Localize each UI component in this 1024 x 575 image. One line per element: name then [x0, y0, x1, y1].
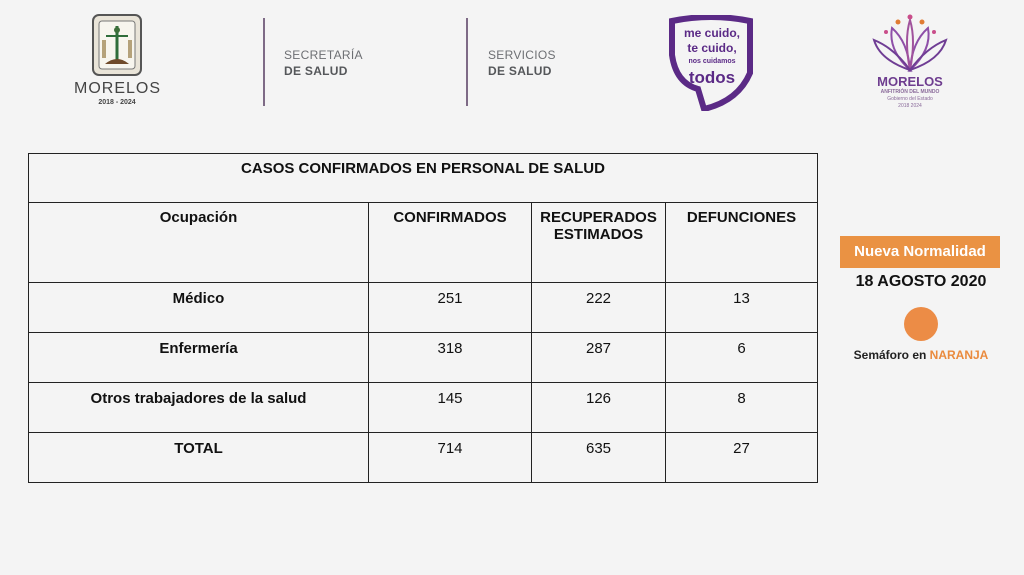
cell-defunciones: 6: [666, 333, 818, 383]
cell-confirmados: 251: [369, 283, 532, 333]
campaign-logo: [668, 15, 754, 111]
cell-total-confirmados: 714: [369, 433, 532, 483]
divider: [466, 18, 468, 106]
logo-header: [0, 0, 1024, 125]
morelos-seal-icon: [92, 14, 142, 78]
table-total-row: [29, 433, 818, 483]
campaign-line1: me cuido,: [683, 26, 740, 40]
semaforo-orange-dot-icon: [904, 307, 938, 341]
cell-total-recuperados: 635: [532, 433, 666, 483]
morelos-right-name: MORELOS: [877, 74, 943, 89]
divider: [263, 18, 265, 106]
table-header-row: [29, 203, 818, 283]
header-confirmados: CONFIRMADOS: [369, 203, 532, 283]
cell-confirmados: 318: [369, 333, 532, 383]
cell-recuperados: 287: [532, 333, 666, 383]
cell-total-defunciones: 27: [666, 433, 818, 483]
cell-recuperados: 222: [532, 283, 666, 333]
status-panel: [840, 236, 1002, 362]
cell-defunciones: 8: [666, 383, 818, 433]
header-defunciones: DEFUNCIONES: [666, 203, 818, 283]
table-title: CASOS CONFIRMADOS EN PERSONAL DE SALUD: [29, 154, 818, 203]
report-date: 18 AGOSTO 2020: [855, 273, 987, 290]
secretaria-line1: SECRETARÍA: [284, 48, 363, 62]
campaign-line3: nos cuidamos: [688, 58, 736, 65]
morelos-right-sub: Gobierno del Estado: [887, 96, 933, 102]
table-row: [29, 383, 818, 433]
campaign-line4: todos: [688, 68, 736, 87]
cell-ocupacion: Otros trabajadores de la salud: [29, 383, 369, 433]
campaign-line2: te cuido,: [687, 41, 737, 55]
secretaria-line2: DE SALUD: [284, 64, 348, 78]
semaforo-color: NARANJA: [929, 348, 989, 362]
lotus-flower-icon: [868, 14, 952, 74]
header-recuperados: RECUPERADOS ESTIMADOS: [532, 203, 666, 283]
servicios-salud-label: [488, 47, 556, 79]
cell-total-label: TOTAL: [29, 433, 369, 483]
morelos-gobierno-logo: [868, 14, 952, 114]
cell-recuperados: 126: [532, 383, 666, 433]
cases-table: [28, 153, 818, 483]
cell-ocupacion: Médico: [29, 283, 369, 333]
nueva-normalidad-badge: Nueva Normalidad: [840, 236, 1000, 268]
semaforo-label: Semáforo en: [853, 348, 927, 362]
morelos-right-tagline: ANFITRIÓN DEL MUNDO: [880, 89, 940, 95]
secretaria-salud-label: [284, 47, 363, 79]
morelos-left-name: MORELOS: [74, 80, 162, 97]
servicios-line1: SERVICIOS: [488, 48, 556, 62]
morelos-right-years: 2018 2024: [898, 103, 922, 109]
cell-confirmados: 145: [369, 383, 532, 433]
table-row: [29, 283, 818, 333]
table-title-row: [29, 154, 818, 203]
servicios-line2: DE SALUD: [488, 64, 552, 78]
header-ocupacion: Ocupación: [29, 203, 369, 283]
semaforo-status: [840, 348, 1002, 362]
cell-ocupacion: Enfermería: [29, 333, 369, 383]
table-row: [29, 333, 818, 383]
morelos-left-years: 2018 - 2024: [98, 99, 136, 106]
cell-defunciones: 13: [666, 283, 818, 333]
